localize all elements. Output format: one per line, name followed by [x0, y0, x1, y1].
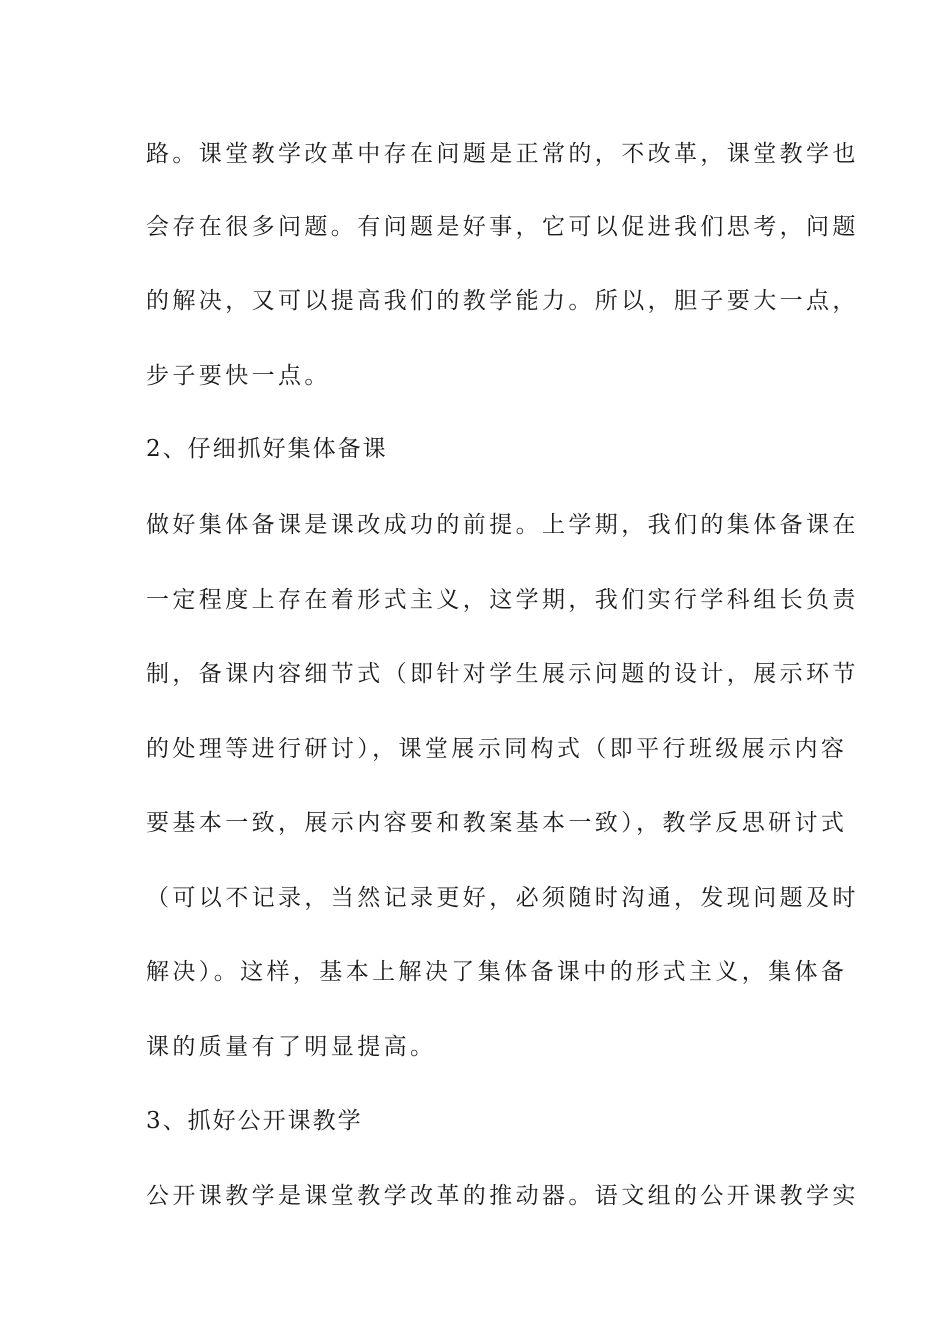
text-line: 路。课堂教学改革中存在问题是正常的，不改革，课堂教学也 [146, 141, 859, 167]
text-line: 步子要快一点。 [146, 363, 331, 389]
text-line: 制，备课内容细节式（即针对学生展示问题的设计，展示环节 [146, 661, 859, 687]
section-heading: 3、抓好公开课教学 [146, 1108, 363, 1134]
section-heading: 2、仔细抓好集体备课 [146, 436, 388, 462]
text-line: 的处理等进行研讨），课堂展示同构式（即平行班级展示内容 [146, 736, 848, 762]
text-line: 会存在很多问题。有问题是好事，它可以促进我们思考，问题 [146, 214, 859, 240]
text-line: 解决）。这样，基本上解决了集体备课中的形式主义，集体备 [146, 959, 848, 985]
text-line: 的解决，又可以提高我们的教学能力。所以，胆子要大一点， [146, 288, 859, 314]
text-line: 一定程度上存在着形式主义，这学期，我们实行学科组长负责 [146, 587, 859, 613]
text-line: 要基本一致，展示内容要和教案基本一致），教学反思研讨式 [146, 810, 848, 836]
text-line: 公开课教学是课堂教学改革的推动器。语文组的公开课教学实 [146, 1183, 859, 1209]
text-line: 做好集体备课是课改成功的前提。上学期，我们的集体备课在 [146, 512, 859, 538]
text-line: （可以不记录，当然记录更好，必须随时沟通，发现问题及时 [146, 885, 859, 911]
text-line: 课的质量有了明显提高。 [146, 1034, 437, 1060]
